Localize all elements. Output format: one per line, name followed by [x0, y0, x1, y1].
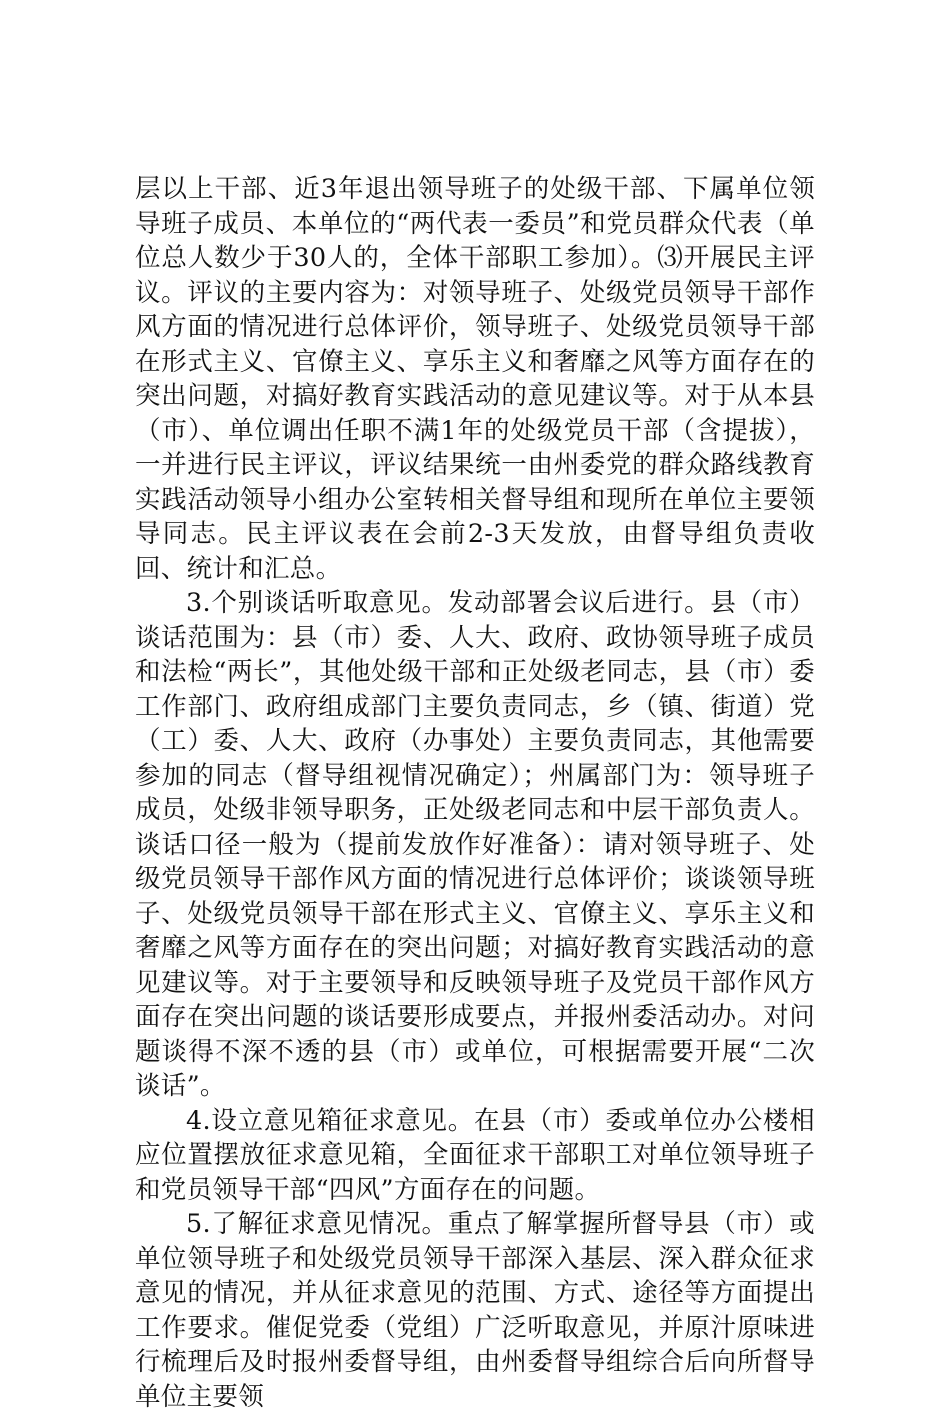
- paragraph-item-3-individual-talks: 3.个别谈话听取意见。发动部署会议后进行。县（市）谈话范围为：县（市）委、人大、政府、政协领导班子成员和法检“两长”，其他处级干部和正处级老同志，县（市）委工作部门、政府组成部门主要负责同志，乡（镇、街道）党（工）委、人大、政府（办事处）主要负责同志，其他需要参加的同志（督导组视情况确定）；州属部门为：领导班子成员，处级非领导职务，正处级老同志和中层干部负责人。谈话口径一般为（提前发放作好准备）：请对领导班子、处级党员领导干部作风方面的情况进行总体评价；谈谈领导班子、处级党员领导干部在形式主义、官僚主义、享乐主义和奢靡之风等方面存在的突出问题；对搞好教育实践活动的意见建议等。对于主要领导和反映领导班子及党员干部作风方面存在突出问题的谈话要形成要点，并报州委活动办。对问题谈得不深不透的县（市）或单位，可根据需要开展“二次谈话”。: [135, 588, 815, 1101]
- paragraph-continuation: 层以上干部、近3年退出领导班子的处级干部、下属单位领导班子成员、本单位的“两代表一委员”和党员群众代表（单位总人数少于30人的，全体干部职工参加）。⑶开展民主评议。评议的主要内容为：对领导班子、处级党员领导干部作风方面的情况进行总体评价，领导班子、处级党员领导干部在形式主义、官僚主义、享乐主义和奢靡之风等方面存在的突出问题，对搞好教育实践活动的意见建议等。对于从本县（市）、单位调出任职不满1年的处级党员干部（含提拔），一并进行民主评议，评议结果统一由州委党的群众路线教育实践活动领导小组办公室转相关督导组和现所在单位主要领导同志。民主评议表在会前2-3天发放，由督导组负责收回、统计和汇总。: [135, 174, 815, 584]
- document-body: [135, 172, 815, 1414]
- paragraph-item-4-opinion-box: 4.设立意见箱征求意见。在县（市）委或单位办公楼相应位置摆放征求意见箱，全面征求干部职工对单位领导班子和党员领导干部“四风”方面存在的问题。: [135, 1105, 815, 1205]
- paragraph-item-5-review-opinions: 5.了解征求意见情况。重点了解掌握所督导县（市）或单位领导班子和处级党员领导干部深入基层、深入群众征求意见的情况，并从征求意见的范围、方式、途径等方面提出工作要求。催促党委（党组）广泛听取意见，并原汁原味进行梳理后及时报州委督导组，由州委督导组综合后向所督导单位主要领: [135, 1209, 815, 1412]
